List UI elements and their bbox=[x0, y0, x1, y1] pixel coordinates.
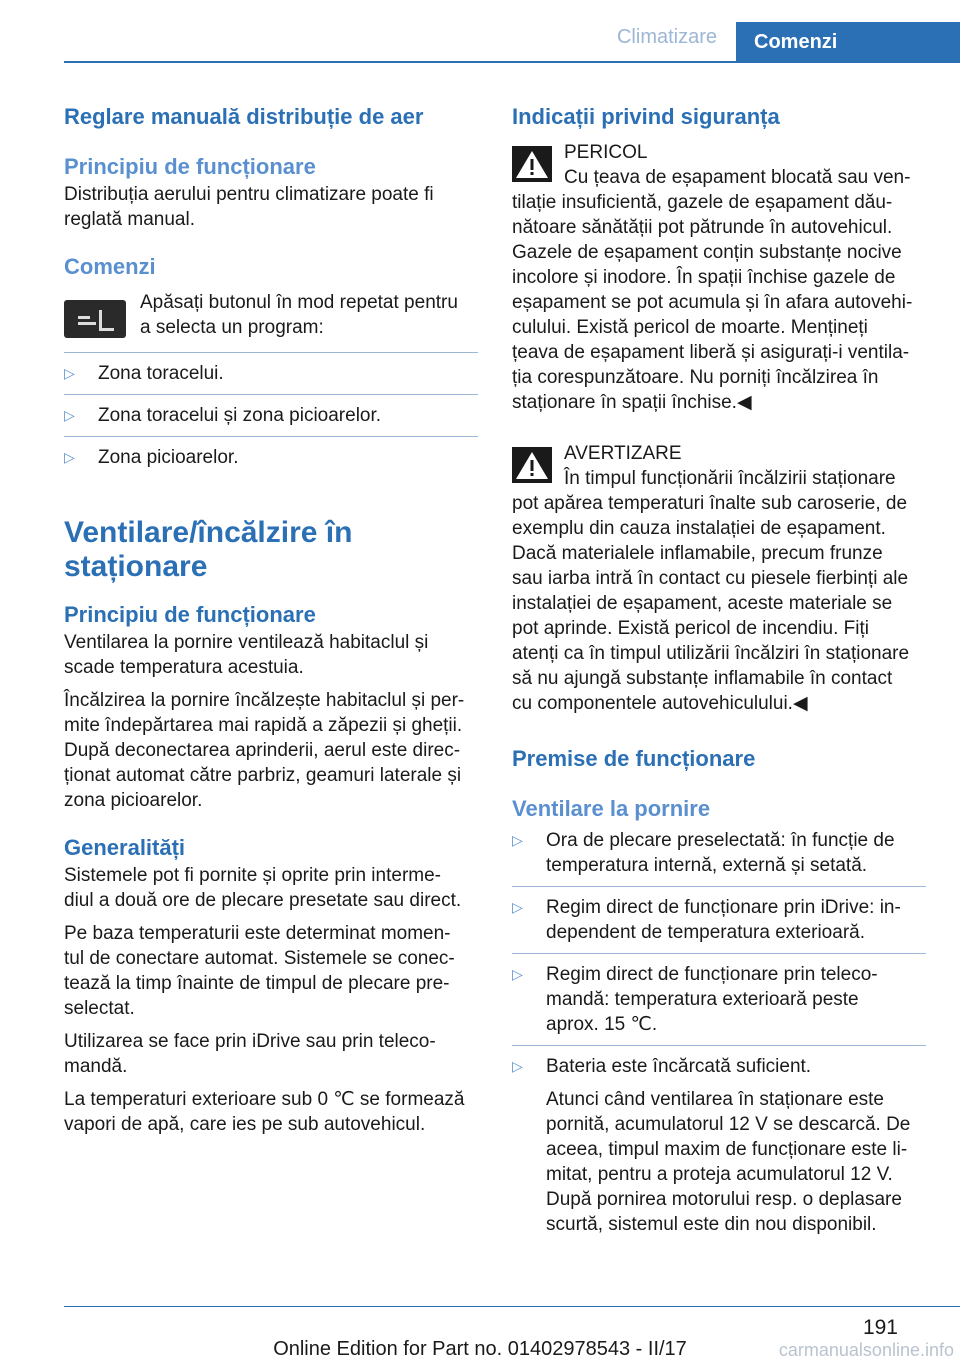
text-line: scade temperatura acestuia. bbox=[64, 657, 304, 678]
list-item-text: Zona toracelui și zona picioarelor. bbox=[98, 405, 382, 426]
list-item bbox=[512, 895, 926, 953]
list-item-text: Regim direct de funcționare prin iDrive: in‐ bbox=[546, 897, 901, 918]
air-distribution-button-icon bbox=[64, 300, 126, 338]
left-column bbox=[64, 100, 478, 1137]
heading-line: Ventilare/încălzire în bbox=[64, 516, 353, 549]
divider bbox=[64, 352, 478, 353]
warning-text-line: Gazele de eșapament conțin substanțe nocive bbox=[512, 242, 902, 263]
text-line: aceea, timpul maxim de funcționare este li‐ bbox=[546, 1139, 908, 1160]
text-line: mandă. bbox=[64, 1056, 128, 1077]
heading-start-ventilation: Ventilare la pornire bbox=[512, 796, 711, 821]
list-item-text: aprox. 15 ℃. bbox=[546, 1014, 658, 1035]
heading-manual-distribution: Reglare manuală distribuție de aer bbox=[64, 104, 424, 129]
heading-controls: Comenzi bbox=[64, 254, 156, 279]
warning-text-line: Dacă materialele inflamabile, precum frunze bbox=[512, 543, 883, 564]
text-line: ționat automat către parbriz, geamuri laterale și bbox=[64, 765, 462, 786]
list-item-text: Regim direct de funcționare prin teleco‐ bbox=[546, 964, 878, 985]
heading-principle-2: Principiu de funcționare bbox=[64, 602, 316, 627]
warning-text-line: atenți ca în timpul utilizării încălziri în staționare bbox=[512, 643, 910, 664]
header-rule bbox=[64, 61, 960, 63]
paragraph-3 bbox=[64, 863, 478, 913]
paragraph-2 bbox=[64, 688, 478, 813]
list-item-text: temperatura internă, externă și setată. bbox=[546, 855, 868, 876]
watermark: carmanualsonline.info bbox=[778, 1340, 954, 1360]
triangle-bullet-icon: ▷ bbox=[64, 449, 75, 465]
list-item bbox=[512, 1054, 926, 1237]
divider bbox=[512, 953, 926, 954]
warning-text-line: instalației de eșapament, aceste materiale se bbox=[512, 593, 893, 614]
triangle-bullet-icon: ▷ bbox=[512, 966, 523, 982]
divider bbox=[512, 1045, 926, 1046]
heading-line: staționare bbox=[64, 550, 208, 583]
text-line: Pe baza temperaturii este determinat momen‐ bbox=[64, 923, 451, 944]
list-item-text: mandă: temperatura exterioară peste bbox=[546, 989, 859, 1010]
list-item-text: Zona toracelui. bbox=[98, 363, 224, 384]
paragraph-1 bbox=[64, 630, 478, 680]
text-line: Atunci când ventilarea în staționare este bbox=[546, 1089, 884, 1110]
triangle-bullet-icon: ▷ bbox=[64, 407, 75, 423]
page-header bbox=[0, 0, 960, 62]
subsection-tab: Comenzi bbox=[736, 22, 960, 62]
edition-footer: Online Edition for Part no. 01402978543 - II/17 bbox=[273, 1338, 687, 1360]
text-line: pornită, acumulatorul 12 V se descarcă. De bbox=[546, 1114, 911, 1135]
button-instruction bbox=[64, 290, 478, 340]
danger-title: PERICOL bbox=[564, 142, 648, 163]
text-line: diul a două ore de plecare presetate sau direct. bbox=[64, 890, 462, 911]
text-line: După deconectarea aprinderii, aerul este direc‐ bbox=[64, 740, 461, 761]
conditions-list bbox=[512, 828, 926, 1237]
list-item bbox=[64, 361, 478, 394]
battery-note bbox=[546, 1087, 926, 1237]
program-list bbox=[64, 352, 478, 478]
text-line: mite îndepărtarea mai rapidă a zăpezii și gheții. bbox=[64, 715, 463, 736]
list-item bbox=[512, 962, 926, 1045]
caution-warning bbox=[512, 441, 926, 716]
heading-principle-1: Principiu de funcționare bbox=[64, 154, 316, 179]
warning-triangle-icon bbox=[512, 447, 552, 483]
footer-rule bbox=[64, 1306, 960, 1307]
list-item-text: Ora de plecare preselectată: în funcție de bbox=[546, 830, 895, 851]
right-column bbox=[512, 100, 926, 1237]
text-line: zona picioarelor. bbox=[64, 790, 203, 811]
divider bbox=[64, 436, 478, 437]
caution-title: AVERTIZARE bbox=[564, 443, 682, 464]
warning-text-line: ția corespunzătoare. Nu porniți încălzirea în bbox=[512, 367, 879, 388]
heading-ventilation-heating bbox=[64, 516, 478, 584]
text-line: Distribuția aerului pentru climatizare poate fi bbox=[64, 184, 434, 205]
text-line: Încălzirea la pornire încălzește habitaclul și per‐ bbox=[64, 690, 465, 711]
warning-text-line: tilație insuficientă, gazele de eșapament dău‐ bbox=[512, 192, 893, 213]
warning-text-line: Cu țeava de eșapament blocată sau ven‐ bbox=[564, 167, 911, 188]
list-item bbox=[512, 828, 926, 886]
warning-text-line: țeava de eșapament liberă și asigurați-i ventila‐ bbox=[512, 342, 910, 363]
text-line: selectat. bbox=[64, 998, 135, 1019]
text-line: a selecta un program: bbox=[140, 317, 324, 338]
text-line: reglată manual. bbox=[64, 209, 195, 230]
text-line: vapori de apă, care ies pe sub autovehicul. bbox=[64, 1114, 426, 1135]
warning-text-line: În timpul funcționării încălzirii staționare bbox=[564, 468, 896, 489]
text-line: tează la timp înainte de timpul de plecare pre‐ bbox=[64, 973, 450, 994]
warning-text-line: să nu ajungă substanțe inflamabile în contact bbox=[512, 668, 893, 689]
page-number: 191 bbox=[862, 1316, 898, 1339]
text-line: Apăsați butonul în mod repetat pentru bbox=[140, 292, 458, 313]
text-line: scurtă, sistemul este din nou disponibil. bbox=[546, 1214, 877, 1235]
paragraph-5 bbox=[64, 1029, 478, 1079]
section-tab: Climatizare bbox=[616, 26, 718, 48]
triangle-bullet-icon: ▷ bbox=[512, 832, 523, 848]
triangle-bullet-icon: ▷ bbox=[512, 1058, 523, 1074]
text-line: La temperaturi exterioare sub 0 ℃ se formează bbox=[64, 1089, 465, 1110]
text-line: După pornirea motorului resp. o deplasare bbox=[546, 1189, 902, 1210]
list-item-text: Zona picioarelor. bbox=[98, 447, 239, 468]
heading-prerequisites: Premise de funcționare bbox=[512, 746, 756, 771]
paragraph-4 bbox=[64, 921, 478, 1021]
text-line: Sistemele pot fi pornite și oprite prin interme‐ bbox=[64, 865, 441, 886]
danger-warning bbox=[512, 140, 926, 415]
warning-text-line: sau iarba intră în contact cu piesele fierbinți ale bbox=[512, 568, 909, 589]
warning-triangle-icon bbox=[512, 146, 552, 182]
heading-general: Generalități bbox=[64, 835, 186, 860]
divider bbox=[64, 394, 478, 395]
warning-text-line: pot aprinde. Există pericol de incendiu. Fiți bbox=[512, 618, 869, 639]
list-item bbox=[64, 445, 478, 478]
paragraph-distribution bbox=[64, 182, 478, 232]
list-item bbox=[64, 403, 478, 436]
warning-text-line: pot apărea temperaturi înalte sub caroserie, de bbox=[512, 493, 908, 514]
warning-text-line: nătoare sănătății pot pătrunde în autovehicul. bbox=[512, 217, 893, 238]
text-line: Utilizarea se face prin iDrive sau prin teleco‐ bbox=[64, 1031, 436, 1052]
text-line: mitat, pentru a proteja acumulatorul 12 V. bbox=[546, 1164, 893, 1185]
triangle-bullet-icon: ▷ bbox=[64, 365, 75, 381]
warning-text-line: cu componentele autovehiculului.◀ bbox=[512, 693, 808, 714]
paragraph-6 bbox=[64, 1087, 478, 1137]
warning-text-line: exemplu din cauza instalației de eșapament. bbox=[512, 518, 886, 539]
button-instruction-text bbox=[140, 290, 458, 340]
list-item-text: Bateria este încărcată suficient. bbox=[546, 1056, 812, 1077]
text-line: Ventilarea la pornire ventilează habitaclul și bbox=[64, 632, 429, 653]
triangle-bullet-icon: ▷ bbox=[512, 899, 523, 915]
warning-text-line: staționare în spații închise.◀ bbox=[512, 392, 752, 413]
heading-safety: Indicații privind siguranța bbox=[512, 104, 780, 129]
divider bbox=[512, 886, 926, 887]
text-line: tul de conectare automat. Sistemele se conec‐ bbox=[64, 948, 455, 969]
warning-text-line: incolore și inodore. În spații închise gazele de bbox=[512, 267, 896, 288]
list-item-text: dependent de temperatura exterioară. bbox=[546, 922, 865, 943]
warning-text-line: eșapament se pot acumula și în afara autovehi‐ bbox=[512, 292, 913, 313]
warning-text-line: culului. Există pericol de moarte. Mențineți bbox=[512, 317, 868, 338]
